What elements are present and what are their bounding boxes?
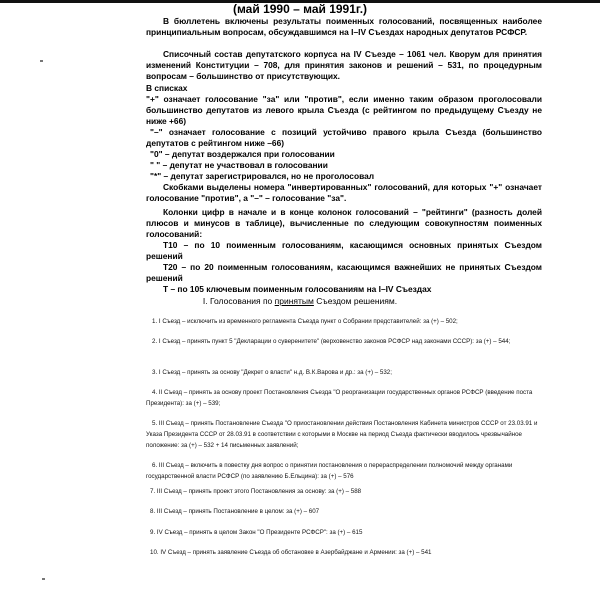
- vote-item-4: 4. II Съезд – принять за основу проект Постановления Съезда "О реорганизации государственных органов РСФСР (введение поста Президента): за (+) – 539;: [146, 389, 533, 407]
- vote-item-3: 3. I Съезд – принять за основу "Декрет о власти" н.д. В.К.Варова и др.: за (+) – 532;: [152, 369, 392, 376]
- ratings-intro: Колонки цифр в начале и в конце колонок голосований – "рейтинги" (разность долей плюсов и минусов в таблице), вычисленные по следующим совокупностям поименных голосований:: [146, 207, 542, 239]
- vote-item-10: 10. IV Съезд – принять заявление Съезда об обстановке в Азербайджане и Армении: за (+) – 541: [150, 549, 432, 556]
- vote-item-7: 7. III Съезд – принять проект этого Постановления за основу: за (+) – 588: [150, 488, 362, 495]
- rating-t20: Т20 – по 20 поименным голосованиям, касающимся важнейших не принятых Съездом решений: [146, 262, 542, 283]
- section-prefix: I. Голосования по: [202, 296, 275, 306]
- legend-plus: "+" означает голосование "за" или "против", если именно таким образом проголосовали большинство депутатов из левого крыла Съезда (с рейтингом по предыдущему Съезду не ниже +66): [146, 94, 542, 126]
- vote-item-9: 9. IV Съезд – принять в целом Закон "О Президенте РСФСР": за (+) – 615: [150, 529, 363, 536]
- section-underlined-word: принятым: [274, 296, 314, 306]
- vote-item-5: 5. III Съезд – принять Постановление Съезда "О приостановлении действия Постановления Кабинета министров СССР от 23.03.91 и Указа Президента СССР от 28.03.91 в соответствии с которыми в Москве на период Съезда фактически вводилось чрезвычайное положение: за (+) – 532 + 14 письменных заявлений;: [146, 420, 538, 449]
- vote-item-1: 1. I Съезд – исключить из временного регламента Съезда пункт о Собрании представителей: за (+) – 502;: [152, 318, 458, 325]
- legend-zero: "0" – депутат воздержался при голосовании: [150, 149, 335, 159]
- legend-minus: "–" означает голосование с позиций устойчиво правого крыла Съезда (большинство депутатов с рейтингом ниже –66): [146, 127, 542, 148]
- rating-t10: Т10 – по 10 поименным голосованиям, касающимся основных принятых Съездом решений: [146, 240, 542, 261]
- section-heading: [0, 296, 600, 306]
- rating-t: Т – по 105 ключевым поименным голосованиям на I–IV Съездах: [163, 284, 432, 294]
- legend-heading: В списках: [146, 83, 188, 93]
- vote-item-6: 6. III Съезд – включить в повестку дня вопрос о принятии постановления о перераспределении полномочий между органами государственной власти РСФСР (по заявлению Б.Ельцина): за (+) – 576: [146, 462, 513, 480]
- scan-speck: [42, 578, 45, 580]
- intro-paragraph-1: В бюллетень включены результаты поименных голосований, посвященных наиболее принципиальным вопросам, обсуждавшимся на I–IV Съездах народных депутатов РСФСР.: [146, 16, 542, 37]
- legend-space: " " – депутат не участвовал в голосовании: [150, 160, 328, 170]
- legend-brackets: Скобками выделены номера "инвертированных" голосований, для которых "+" означает голосование "против", а "–" – голосование "за".: [146, 182, 542, 203]
- date-range: (май 1990 – май 1991г.): [232, 2, 368, 16]
- vote-item-8: 8. III Съезд – принять Постановление в целом: за (+) – 607: [150, 508, 320, 515]
- scan-speck: [40, 60, 43, 62]
- intro-paragraph-2: Списочный состав депутатского корпуса на IV Съезде – 1061 чел. Кворум для принятия изменений Конституции – 708, для принятия законов и решений – 531, по процедурным вопросам – большинство от присутствующих.: [146, 49, 542, 81]
- legend-star: "*" – депутат зарегистрировался, но не проголосовал: [150, 171, 375, 181]
- vote-item-2: 2. I Съезд – принять пункт 5 "Декларации о суверенитете" (верховенство законов РСФСР над законами СССР): за (+) – 544;: [152, 338, 511, 345]
- section-suffix: Съездом решениям.: [313, 296, 398, 306]
